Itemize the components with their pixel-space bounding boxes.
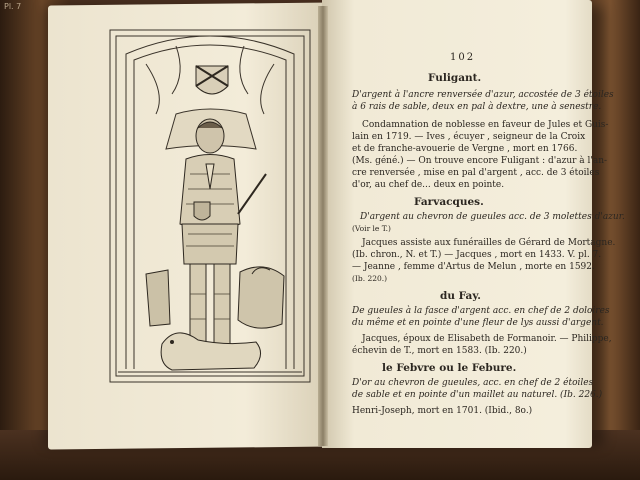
arms-line: De gueules à la fasce d'argent acc. en chef de 2 doloires bbox=[352, 306, 610, 316]
heading-du-fay: du Fay. bbox=[440, 290, 481, 302]
helmet bbox=[238, 267, 284, 328]
text-line: Henri-Joseph, mort en 1701. (Ibid., 8o.) bbox=[352, 406, 533, 416]
page-number: 102 bbox=[450, 52, 476, 63]
text-line: — Jeanne , femme d'Artus de Melun , morte en 1592. bbox=[352, 262, 595, 272]
arms-line: à 6 rais de sable, deux en pal à dextre, une à senestre. bbox=[352, 102, 602, 112]
engraving-knight-effigy bbox=[106, 24, 314, 388]
note-line: (Voir le T.) bbox=[352, 224, 391, 233]
text-line: d'or, au chef de... deux en pointe. bbox=[352, 180, 505, 190]
text-line: et de franche-avouerie de Vergne , mort en 1766. bbox=[352, 144, 578, 154]
book-gutter bbox=[318, 6, 328, 446]
arms-line: de sable et en pointe d'un maillet au naturel. (Ib. 226.) bbox=[352, 390, 603, 400]
arms-line: D'argent au chevron de gueules acc. de 3 molettes d'azur. bbox=[360, 212, 625, 222]
sword bbox=[238, 174, 266, 214]
arms-line: D'or au chevron de gueules, acc. en chef de 2 étoiles bbox=[352, 378, 594, 388]
text-line: Jacques, époux de Elisabeth de Formanoir. — Philippe, bbox=[362, 334, 612, 344]
gauntlet bbox=[146, 270, 170, 326]
heading-le-febvre: le Febvre ou le Febure. bbox=[382, 362, 517, 374]
text-line: (Ms. géné.) — On trouve encore Fuligant : d'azur à l'an- bbox=[352, 156, 608, 166]
text-line: lain en 1719. — Ives , écuyer , seigneur de la Croix bbox=[352, 132, 586, 142]
arms-line: du même et en pointe d'une fleur de lys aussi d'argent. bbox=[352, 318, 604, 328]
text-line: (Ib. 220.) bbox=[352, 274, 388, 283]
coat-of-arms-shield bbox=[196, 66, 228, 94]
dog bbox=[161, 333, 260, 370]
text-line: (Ib. chron., N. et T.) — Jacques , mort en 1433. V. pl. 7. bbox=[352, 250, 602, 260]
heading-fuligant: Fuligant. bbox=[428, 72, 482, 84]
left-leg bbox=[190, 264, 206, 344]
arms-line: D'argent à l'ancre renversée d'azur, accostée de 3 étoiles bbox=[352, 90, 614, 100]
text-line: Condamnation de noblesse en faveur de Jules et Guis- bbox=[362, 120, 609, 130]
corner-note: Pl. 7 bbox=[4, 2, 22, 11]
text-line: échevin de T., mort en 1583. (Ib. 220.) bbox=[352, 346, 527, 356]
right-leg bbox=[214, 264, 230, 344]
text-line: Jacques assiste aux funérailles de Gérard de Mortagne. bbox=[362, 238, 616, 248]
heading-farvacques: Farvacques. bbox=[414, 196, 484, 208]
text-line: cre renversée , mise en pal d'argent , acc. de 3 étoiles bbox=[352, 168, 600, 178]
